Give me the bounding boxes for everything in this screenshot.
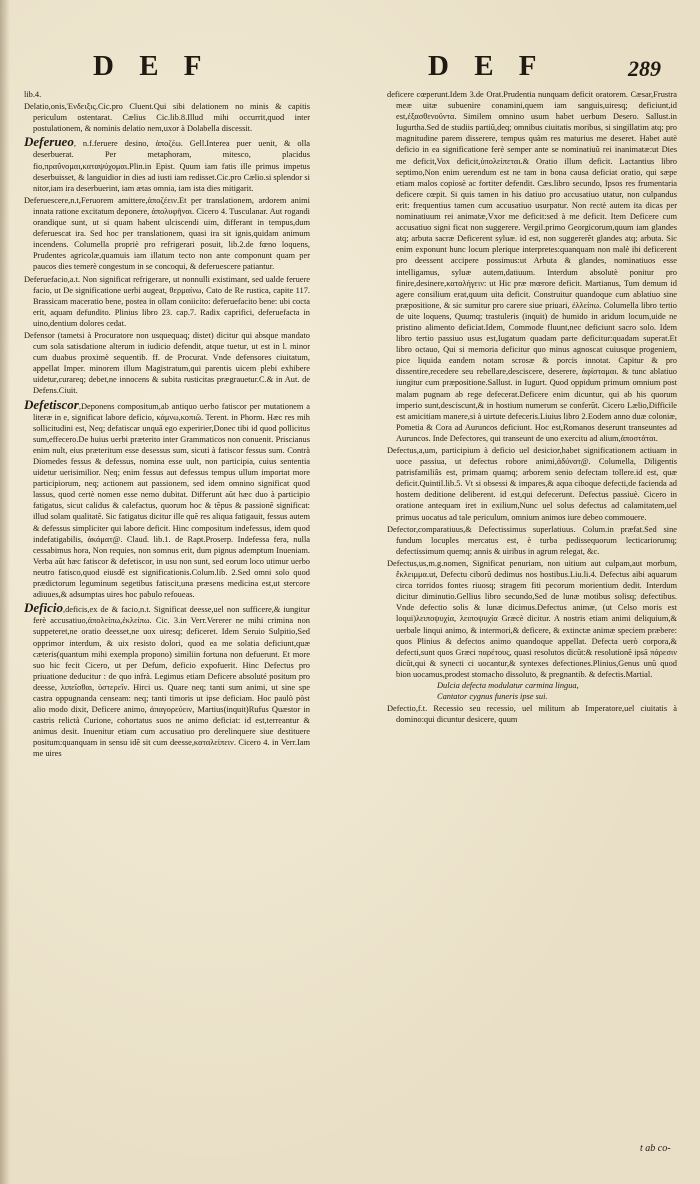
- dictionary-entry: lib.4.: [24, 90, 42, 99]
- dictionary-entry: Deferueo, n.f.feruere desino, ἀποζέω. Gell.Interea puer uenit, & olla deserbuerat. Per metaphoram, mitesco, placidus fio,πραΰνομαι,καταψύχομαι.Plin.in Epist. Quum iam fatis ille primus impetus deserbuisset, & languidior in dies ad iusti iam redisset.Cic.pro Cælio.si splendor si nitor,iam ira deserbuerint, iam ætas omnia, iam ista dies mitigarit.: [24, 134, 310, 193]
- dictionary-entry: deficere cœperunt.Idem 3.de Orat.Prudentia nunquam deficit oratorem. Cæsar,Frustra meæ uitæ subuenire conamini,quem iam sanguis,uiresq; deficiunt,id est,ἐξασθενοῦντα. Similem omnino usum habet uerbum Desero. Sallust.in Iugurtha.Sed de studiis partiũ,deq; omnibus ciuitatis moribus, si singillatim atq; pro magnitudine parem disserere, tempus quàm res maturius me deseret. Habet autè deficio in ea significatione ferè semper ante se nominatiuũ rei inanimatæ:ut Dies me deficit,Vox deficit,ὑπολείπεται.& Oratio illum deficit. Lactantius libro septimo,Non enim uerendum est ne tam in bona causa deficiat oratio, qui sæpe etiam malos copiosè ac fortiter defendit. Cæs.libro secundo, Ipsos res frumentaria deficere cœpit. Si quis tamen in his datiuo pro accusatiuo utatur, non culpandus erit: frequentius tamen cum accusatiuo usurpatur. Non rectè autem ita dicas per nominatiuum rei animatæ,Vxor me deficit:sed à me deficit. Item Deficere cum accusatiuo signi ficat non suggerere. Vergil.primo Georgicorum,quum iam glandes atq; arbuta sacræ Deficerent syluæ. id est, non suggererẽt glandes atq; arbuta. Sic enim exponunt hunc locum plerique interpretes:quanquam non malè ibi deficerent pro deessent accipere possimus:ut Arbuta & glandes, nominatiuos esse intelligamus, syluæ autem,datiuum. Interdum absolutè ponitur pro finire,desinere,καταλήγειν: ut Hic præ mœrore deficit. Martianus, Tum demum id agere consilium erat,quum uita deficit. Construitur quandoque cum ablatiuo sine præpositione, & sic sumitur pro carere siue priuari, ἐλλείπω. Columella libro tertio de uite loquens, Quumq; trastuleris (inquit) de humido in aridum locum,uide ne pristino alimento deficiat.Idem, Commode fluunt,nec deficiunt sacro solo. Idem libro tertio passiuo usus est,Iugatum quadam parte deficitur:quadam superat.Et libro octauo, Qui si memoria deficitur quo minus agnoscat cuiusque progeniem, pice liquida eandem notam scrosæ & porcis innotat. Capitur & pro dissentire,recedere seu rebellare,desciscere, deserere, ἀφίσταμαι. & tunc ablatiuo iungitur cum præpositione.Sallust. in Iugurt. Quod oppidum primum omnium post malam pugnam ab rege defecerat.Deficere enim dicuntur, qui ab his quorum imperio sunt,desciscunt,& in hostium numerum se conferũt. Cicero Lælio,Difficile est amicitiam manere,si à uirtute defeceris.Liuius libro 2.Eodem anno duæ coloniæ, Pometia & Cora ad Auruncos deficiunt. Hoc est,Romanos deserunt transeuntes ad Auruncos. Inde Defectores, qui transeunt de uno exercitu ad alium,ἀποστάται.: [387, 90, 677, 443]
- verse-line: Dulcia defecta modulatur carmina lingua,: [437, 680, 579, 690]
- running-head-right: D E F: [428, 50, 546, 82]
- right-column: [387, 88, 677, 725]
- entry-headword: Defetiscor: [24, 396, 79, 412]
- entry-headword: Deferueo: [24, 134, 74, 150]
- verse-line: Cantator cygnus funeris ipse sui.: [437, 692, 548, 702]
- dictionary-entry: Defectus,us,m.g.nomen, Significat penuriam, non uitium aut culpam,aut morbum, ἔκλειμμα.ut, Defectu ciborũ dedimus nos hostibus.Liu.li.4. Defectus aibi aquarum circa torridos fontes riuosq; stragem fiti pecorum morientium dedit. Interdum dicitur diminutio.Gellius libro secundo,Sed de lunæ motibus solisq; defectibus. Vnde defectio solis & lunæ dicimus.Defectus animæ, (ut Celso moris est loqui)λειποψυχία, λειποψυχία Græcè dicitur. A nostris etiam animi deliquium,& uerbale linqui animo, & intermori,& deficere, & extinctæ animæ speciem præbere: quos Plinius & defectos animo quandoque appellat. Defecta uerò corpora,& defecti,sunt quos Græci παρέτους, quasi resolutos dicũt:& resolutionẽ ipsã πάρεσιν dicũt,qui & synecti ci uocantur,& syntexes defectiones.Plinius,Genus unũ quod bion uocamus,prodest stomacho dissoluto, & pregnantib. & defectis.Martial.: [387, 558, 677, 679]
- page-number: 289: [628, 56, 661, 81]
- running-head: [0, 50, 700, 84]
- dictionary-entry: Defectio,f.t. Recessio seu recessio, uel militum ab Imperatore,uel ciuitatis à domino:qui dicuntur desicere, quum: [387, 704, 677, 725]
- dictionary-entry: Defector,comparatiuus,& Defectissimus superlatiuus. Colum.in præfat.Sed sine fundum locuples mercatus est, è turba pedissequorum lecticariorumq; defectissimum quemq; annis & uiribus in agrum relegat, &c.: [387, 524, 677, 556]
- dictionary-entry: Deficio,deficis,ex de & facio,n.t. Significat deesse,uel non sufficere,& iungitur ferè accusatiuo,ἀπολείπω,ἐκλείπω. Cic. 3.in Verr.Vererer ne mihi crimina non suppeteret,ne oratio deesset,ne uox uiresq; deficeret. Idem Seruio Sulpitio,Sed opprimor interdum, & uix resisto dolori, quod ea me solatia deficiunt,quæ cæteris(quantum mihi exempla propono) similiin fortuna non defuerunt. Et more suo hic fecit Cicero, ut per Defum, deficio expofuerit. Hinc Defectus pro priuatione deducitur : de quo infrà. Legimus etiam Deficere absoluté positum pro deesse, λιπεῖσθαι, ὑστερεῖν. Hirci us. Quare neq; tanti sum animi, ut sine spe castra oppugnanda censeam: neq; tanti timoris ut ipse deficiam. Hoc paulò pòst alio modo dixit, Deficere animo, ἀπαγορεύειν, Martius(inquit)Rufus Quæstor in castris relictà Curione, cohortatus suos ne animo deficiat: id est,terreantur & animus desit. Inuenitur etiam cum accusatiuo pro derelinquere siue destituere positum:quanquam in sensu idẽ sit cum deesse,καταλείπειν. Cicero 4. in Verr.Iam me uires: [24, 600, 310, 759]
- page-edge-shadow: [0, 0, 10, 1184]
- dictionary-entry: Defensor (tametsi à Procuratore non usquequaq; distet) dicitur qui absque mandato cum sola satisdatione alterum in iudicio defendit, atque tuetur, ut est in l. minor cum duabus proximè sequentib. ff. de Procurat. Vnde defensores ciuitatum, appellat Imper. minorem illum Magistratum,qui parentis uicem plebi exhibere uidetur,curareq; debet,ne innocens & subita rusticitas prægrauetur.C.& in Aut. de Defens.Ciuit.: [24, 330, 310, 396]
- left-column: [24, 88, 310, 760]
- catchword: t ab co-: [640, 1143, 671, 1154]
- dictionary-entry: Delatio,onis,Ἐνδειξις.Cic.pro Cluent.Qui sibi delationem no minis & capitis periculum ostentarat. Cælius Cic.lib.8.Illud mihi occurrit,quod inter postulationem, & nominis delatio nem,uxor à Dolabella discessit.: [24, 102, 310, 134]
- dictionary-entry: Deferuefacio,a.t. Non significat refrigerare, ut nonnulli existimant, sed ualde feruere facio, ut De significatione uerbi augeat, θερμαίνω, Cato de Re rustica, capite 117. Brassicam maceratio bene, postea in ollam coniicito: deferuefacito bene: ubi cocta erit, aquam defundito. Plinius libro 23. cap.7. Radix caprifici, deferuefacta in uino,dentium dolores cedat.: [24, 274, 310, 328]
- running-head-left: D E F: [93, 50, 211, 82]
- dictionary-entry: Defectus,a,um, participium à deficio uel desicior,habet significationem actiuam in uoce passiua, ut defectus robore animi,ἀδύνατ@. Columella, Diligentis patrisfamiliâs est, primam quamq; arborem senio defectam tollere.id est, quæ deficit.Quintil.lib.5. Vt si obsessi & impares,& aqua ciboque defecti,de facienda ad hostem deditione deliberent. id est,qui defecerunt. Defectus passiuè. Cicero in oratione antequam iret in exilium,Nunc uel solus defectus ad calamitatem,uel primus uocatus ad tale periculum, omnium animos iure debeo commouere.: [387, 446, 677, 522]
- dictionary-entry: Deferuescere,n.t,Feruorem amittere,ἀποζέειν.Et per translationem, ardorem animi innata ratione excitatum deponere, ἀπολυφῆναι. Cicero 4. Tusculanar. Aut rogandi orandique sunt, ut si quam habent ulciscendi uim, differant in tempus,dum deferuescat ira. Sed hoc per translationem, quasi ira sit ignis,quidam animum incendens. Columella propriè pro refrigerari posuit, lib.2.de fœno loquens, Prudentes agricolæ,quamuis iam illatum tecto non ante componunt quam per paucos dies temerè congestum in se concoqui, & deferuescere patiantur.: [24, 195, 310, 272]
- entry-headword: Deficio: [24, 600, 63, 616]
- dictionary-entry: Defetiscor,Deponens compositum,ab antiquo uerbo fatiscor per mutationem a literæ in e, significat labore deficio, κάμνω,κοπιῶ. Terent. in Phorm. Hæc res mih sollicitudini est, Neq; defatiscar unquã ego experirier,Donec tibi id quod pollicitus sum,effecero.De huius uerbi præterito inter Grammaticos non conuenit. Priscianus enim nult, eius præteritum esse desessus sum, sicuti à fatiscor fessus sum. Contrà Diomedes fessus & defessus, nomina esse uult, non participia, cuius sententia uidetur uerisimilior. Neq; enim fessus aut defessus tempus ullum importat more participiorum, neq; actionem aut passionem, sed idem omnino significat quod lassus, quod certè nomen esse nemo dubitat. Differunt aũt hæc duo à participio fatigatus, sicut calidus & calefactus, quorum hoc & tẽpus & passionẽ significat: illud solam qualitatẽ. Sic fatigatus dicitur ille quẽ res aliqua fatigauit, fessus autem & defessus simpliciter qui labore deficit. Hinc compositum indefessus, idem quod indefatigabilis, ἀκάματ@. Claud. lib.1. de Rapt.Proserp. Indefessa fera, nulla cessabimus hora, Non requies, non somnus erit, dum pignus ademptum Inueniam. Verba aũt hæc fatiscor & defetiscor, in usu non sunt, sed eorum loco utimur uerbo neutro fatisco,quod eiusdẽ est significationis.Colum.lib. 2.Sed omni solo quod prædictorum leguminum segetibus fatiscit,una præsens medicina est,ut stercore adiuues,& adsumptas uires hoc pabulo refoueas.: [24, 396, 310, 600]
